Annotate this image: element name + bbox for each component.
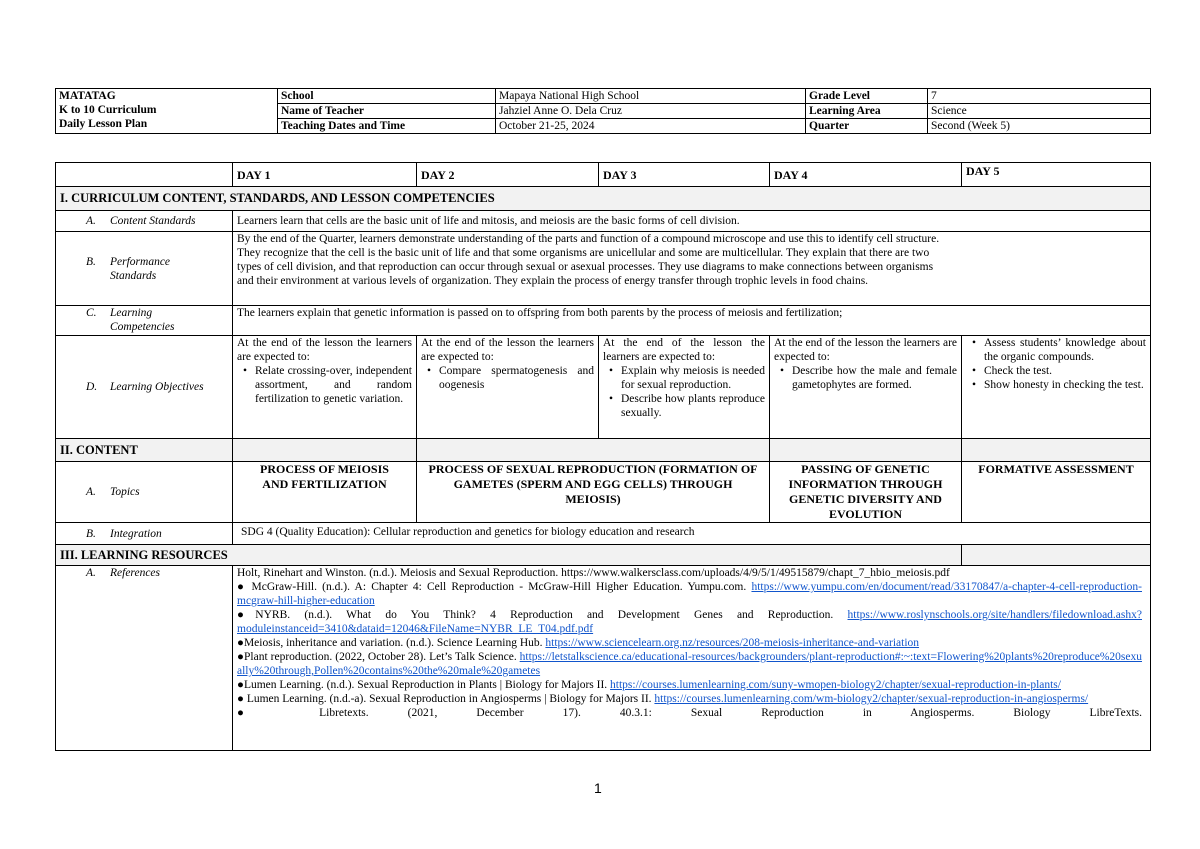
objective-item: • Show honesty in checking the test. xyxy=(978,378,1146,392)
blank-corner-cell xyxy=(56,163,233,187)
content-standards-label-text: Content Standards xyxy=(110,215,196,227)
objective-item: • Describe how the male and female gametophytes are formed. xyxy=(786,364,957,392)
topics-label xyxy=(56,462,233,523)
day-5-header: DAY 5 xyxy=(962,163,1151,187)
objective-item: • Relate crossing-over, independent assortment, and random fertilization to genetic variation. xyxy=(249,364,412,406)
reference-item xyxy=(237,692,1142,706)
content-standards-label xyxy=(56,211,233,232)
reference-link[interactable]: https://www.roslynschools.org/site/handlers/filedownload.ashx?moduleinstanceid=3410&dataid=12046&FileName=NYBR_LE_T04.pdf.pdf xyxy=(237,609,1142,635)
header-title-line-3: Daily Lesson Plan xyxy=(59,118,148,130)
objective-item: • Assess students’ knowledge about the organic compounds. xyxy=(978,336,1146,364)
reference-link[interactable]: https://www.sciencelearn.org.nz/resources/208-meiosis-inheritance-and-variation xyxy=(545,637,920,649)
integration-label xyxy=(56,523,233,545)
content-standards-letter: A. xyxy=(86,215,96,227)
learning-competencies-letter: C. xyxy=(86,307,97,319)
section-3-title: III. LEARNING RESOURCES xyxy=(56,545,962,566)
topic-day-1: PROCESS OF MEIOSIS AND FERTILIZATION xyxy=(233,462,417,523)
reference-text: ●Lumen Learning. (n.d.). Sexual Reproduction in Plants | Biology for Majors II. xyxy=(237,679,611,691)
learning-area-label: Learning Area xyxy=(806,104,928,119)
reference-text: ● Libretexts. (2021, December 17). 40.3.1: Sexual Reproduction in Angiosperms. Biology LibreTexts. xyxy=(237,707,1142,719)
references-letter: A. xyxy=(86,567,96,579)
reference-text: ●NYRB. (n.d.). What do You Think? 4 Reproduction and Development Genes and Reproduction. xyxy=(237,609,848,621)
objective-item: • Explain why meiosis is needed for sexual reproduction. xyxy=(615,364,765,392)
school-label: School xyxy=(278,89,496,104)
section-2-blank xyxy=(233,439,417,462)
reference-item xyxy=(237,678,1142,692)
objective-item: • Describe how plants reproduce sexually. xyxy=(615,392,765,420)
reference-text: ●Meiosis, inheritance and variation. (n.d.). Science Learning Hub. xyxy=(237,637,546,649)
reference-text: ●Plant reproduction. (2022, October 28). Let’s Talk Science. xyxy=(237,651,520,663)
reference-link[interactable]: https://courses.lumenlearning.com/suny-wmopen-biology2/chapter/sexual-reproduction-in-plants/ xyxy=(610,679,1061,691)
reference-text: Holt, Rinehart and Winston. (n.d.). Meiosis and Sexual Reproduction. https://www.walkersclass.com/uploads/4/9/5/1/49515879/chapt_7_hbio_meiosis.pdf xyxy=(237,567,950,579)
reference-text: ● Lumen Learning. (n.d.-a). Sexual Reproduction in Angiosperms | Biology for Majors II. xyxy=(237,693,655,705)
learning-competencies-text: The learners explain that genetic information is passed on to offspring from both parents by the process of meiosis and fertilization; xyxy=(233,306,1151,336)
references-label xyxy=(56,566,233,751)
reference-item xyxy=(237,706,1142,720)
integration-label-text: Integration xyxy=(110,528,162,540)
objectives-intro: At the end of the lesson the learners are expected to: xyxy=(603,337,765,363)
objectives-day-2 xyxy=(417,336,599,439)
dates-value: October 21-25, 2024 xyxy=(496,119,806,134)
integration-text: SDG 4 (Quality Education): Cellular reproduction and genetics for biology education and research xyxy=(233,523,1151,545)
objective-item: • Compare spermatogenesis and oogenesis xyxy=(433,364,594,392)
learning-area-value: Science xyxy=(928,104,1151,119)
section-2-blank xyxy=(962,439,1151,462)
performance-standards-letter: B. xyxy=(86,255,96,268)
day-1-header: DAY 1 xyxy=(233,163,417,187)
quarter-label: Quarter xyxy=(806,119,928,134)
topics-label-text: Topics xyxy=(110,486,140,498)
performance-standards-label-text: Performance Standards xyxy=(110,255,171,282)
quarter-value: Second (Week 5) xyxy=(928,119,1151,134)
objectives-intro: At the end of the lesson the learners are expected to: xyxy=(237,337,412,363)
performance-standards-text: By the end of the Quarter, learners demonstrate understanding of the parts and function of a compound microscope and use this to identify cell structure. They recognize that the cell is the basic unit of life and that some organisms are unicellular and some are multicellular. They explain that there are two types of cell division, and that reproduction can occur through sexual or asexual processes. They use diagrams to make connections between organisms and their environment at various levels of organization. They explain the process of energy transfer through trophic levels in food chains. xyxy=(233,232,1151,306)
page-number: 1 xyxy=(594,780,602,796)
learning-objectives-letter: D. xyxy=(86,381,98,393)
section-2-blank xyxy=(770,439,962,462)
reference-link[interactable]: https://letstalkscience.ca/educational-resources/backgrounders/plant-reproduction#:~:text=Flowering%20plants%20reproduce%20sexually%20through,Pollen%20contains%20the%20male%20gametes xyxy=(237,651,1142,677)
topic-day-4: PASSING OF GENETIC INFORMATION THROUGH GENETIC DIVERSITY AND EVOLUTION xyxy=(770,462,962,523)
lesson-plan-table xyxy=(55,162,1151,751)
topics-letter: A. xyxy=(86,486,96,498)
school-value: Mapaya National High School xyxy=(496,89,806,104)
header-title-line-2: K to 10 Curriculum xyxy=(59,104,157,116)
reference-item xyxy=(237,608,1142,636)
topic-day-5: FORMATIVE ASSESSMENT xyxy=(962,462,1151,523)
reference-item xyxy=(237,650,1142,678)
section-2-blank xyxy=(417,439,770,462)
learning-objectives-label-text: Learning Objectives xyxy=(110,381,204,393)
objectives-day-4 xyxy=(770,336,962,439)
learning-competencies-label-text: Learning Competencies xyxy=(110,307,175,333)
section-2-title: II. CONTENT xyxy=(56,439,233,462)
objectives-intro: At the end of the lesson the learners are expected to: xyxy=(421,337,594,363)
objective-item: • Check the test. xyxy=(978,364,1146,378)
reference-link[interactable]: https://courses.lumenlearning.com/wm-biology2/chapter/sexual-reproduction-in-angiosperms/ xyxy=(654,693,1089,705)
reference-item xyxy=(237,566,1142,580)
day-3-header: DAY 3 xyxy=(599,163,770,187)
teacher-label: Name of Teacher xyxy=(278,104,496,119)
header-title-cell xyxy=(56,89,278,134)
section-1-title: I. CURRICULUM CONTENT, STANDARDS, AND LESSON COMPETENCIES xyxy=(56,187,1151,211)
grade-level-label: Grade Level xyxy=(806,89,928,104)
objectives-day-1 xyxy=(233,336,417,439)
topic-day-2-3: PROCESS OF SEXUAL REPRODUCTION (FORMATION OF GAMETES (SPERM AND EGG CELLS) THROUGH MEIOSIS) xyxy=(417,462,770,523)
day-2-header: DAY 2 xyxy=(417,163,599,187)
grade-level-value: 7 xyxy=(928,89,1151,104)
learning-competencies-label xyxy=(56,306,233,336)
reference-link[interactable]: https://www.yumpu.com/en/document/read/33170847/a-chapter-4-cell-reproduction-mcgraw-hill-higher-education xyxy=(237,581,1142,607)
reference-item xyxy=(237,636,1142,650)
integration-letter: B. xyxy=(86,528,96,540)
section-3-blank xyxy=(962,545,1151,566)
references-list xyxy=(233,566,1151,751)
header-table xyxy=(55,88,1151,134)
reference-item xyxy=(237,580,1142,608)
day-4-header: DAY 4 xyxy=(770,163,962,187)
header-title-line-1: MATATAG xyxy=(59,90,116,102)
objectives-day-5 xyxy=(962,336,1151,439)
references-label-text: References xyxy=(110,567,161,579)
teacher-value: Jahziel Anne O. Dela Cruz xyxy=(496,104,806,119)
learning-objectives-label xyxy=(56,336,233,439)
performance-standards-label xyxy=(56,232,233,306)
objectives-day-3 xyxy=(599,336,770,439)
content-standards-text: Learners learn that cells are the basic unit of life and mitosis, and meiosis are the basic forms of cell division. xyxy=(233,211,1151,232)
dates-label: Teaching Dates and Time xyxy=(278,119,496,134)
reference-text: ● McGraw-Hill. (n.d.). A: Chapter 4: Cell Reproduction - McGraw-Hill Higher Education. Yumpu.com. xyxy=(237,581,752,593)
objectives-intro: At the end of the lesson the learners are expected to: xyxy=(774,337,957,363)
